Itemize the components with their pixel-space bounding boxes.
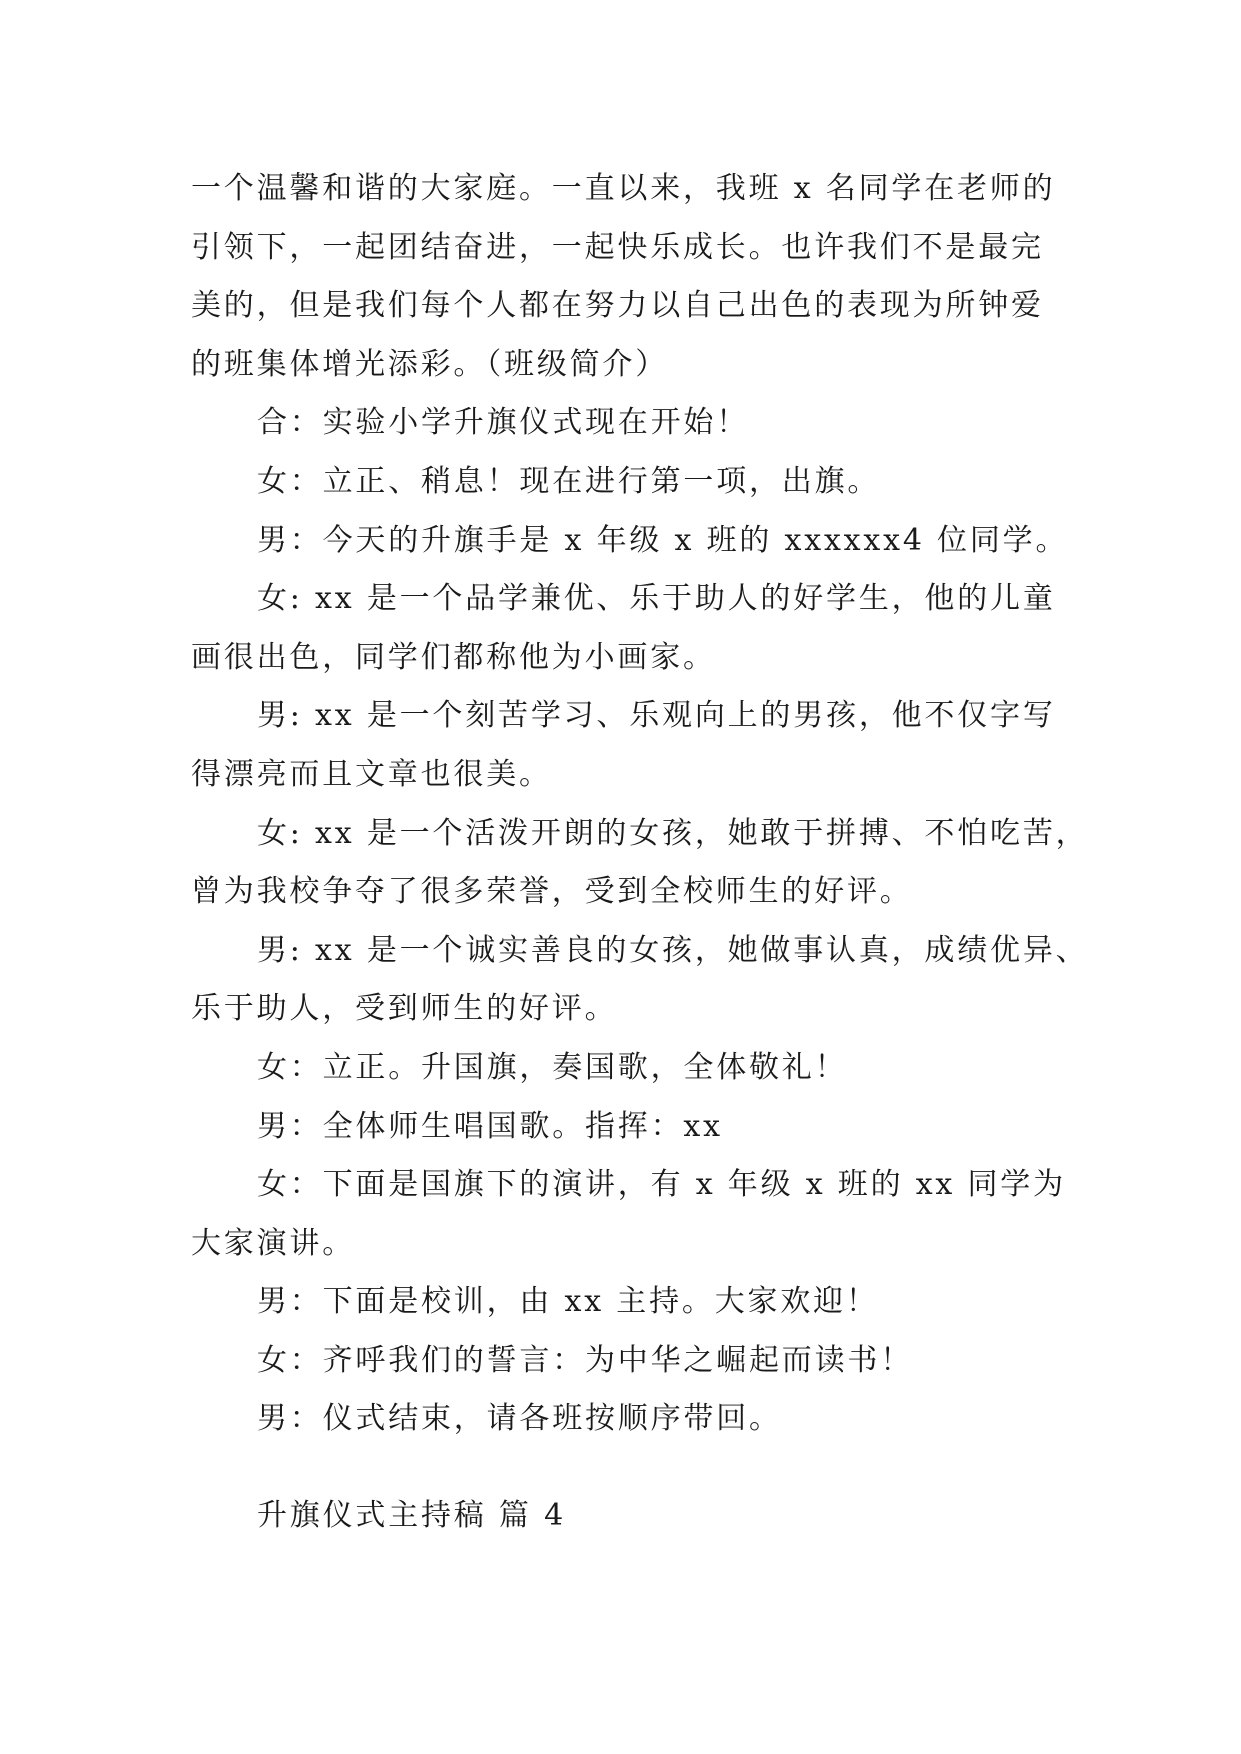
text-line: 女：立正、稍息！现在进行第一项，出旗。 (257, 463, 881, 499)
text-line: 美的，但是我们每个人都在努力以自己出色的表现为所钟爱 (191, 288, 1044, 324)
text-line: 女：下面是国旗下的演讲，有 x 年级 x 班的 xx 同学为 (257, 1167, 1066, 1203)
text-line: 女: xx 是一个活泼开朗的女孩，她敢于拼搏、不怕吃苦， (257, 815, 1089, 851)
text-line: 的班集体增光添彩。（班级简介） (191, 346, 668, 382)
document-body (191, 160, 1089, 1449)
text-line: 得漂亮而且文章也很美。 (191, 756, 552, 792)
text-line: 乐于助人，受到师生的好评。 (191, 991, 618, 1027)
text-line: 男: xx 是一个诚实善良的女孩，她做事认真，成绩优异、 (257, 932, 1089, 968)
text-line: 男：仪式结束，请各班按顺序带回。 (257, 1401, 782, 1437)
text-line: 女：齐呼我们的誓言：为中华之崛起而读书！ (257, 1342, 913, 1378)
text-line: 女：立正。升国旗，奏国歌，全体敬礼！ (257, 1049, 848, 1085)
text-line: 男：下面是校训，由 xx 主持。大家欢迎！ (257, 1284, 879, 1320)
text-line: 男：全体师生唱国歌。指挥：xx (257, 1108, 723, 1144)
section-heading: 升旗仪式主持稿 篇 4 (257, 1498, 566, 1533)
text-line: 曾为我校争夺了很多荣誉，受到全校师生的好评。 (191, 874, 913, 910)
text-line: 女: xx 是一个品学兼优、乐于助人的好学生，他的儿童 (257, 581, 1056, 617)
text-line: 合：实验小学升旗仪式现在开始！ (257, 405, 749, 441)
text-line: 画很出色，同学们都称他为小画家。 (191, 639, 716, 675)
text-line: 男：今天的升旗手是 x 年级 x 班的 xxxxxx4 位同学。 (257, 522, 1069, 558)
text-line: 引领下，一起团结奋进，一起快乐成长。也许我们不是最完 (191, 229, 1044, 265)
text-line: 男: xx 是一个刻苦学习、乐观向上的男孩，他不仅字写 (257, 698, 1056, 734)
text-line: 大家演讲。 (191, 1225, 355, 1261)
text-line: 一个温馨和谐的大家庭。一直以来，我班 x 名同学在老师的 (191, 171, 1056, 206)
